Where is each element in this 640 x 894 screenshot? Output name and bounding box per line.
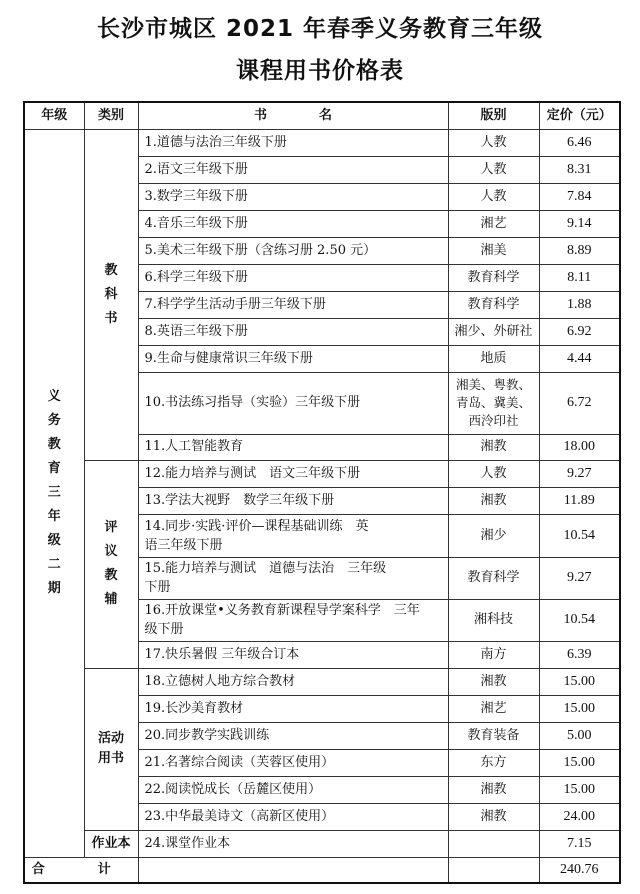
price: 6.46 xyxy=(539,129,620,156)
publisher: 东方 xyxy=(448,749,539,776)
publisher: 人教 xyxy=(448,129,539,156)
publisher: 教育科学 xyxy=(448,291,539,318)
book-name: 2.语文三年级下册 xyxy=(138,156,448,183)
price: 15.00 xyxy=(539,668,620,695)
publisher: 南方 xyxy=(448,641,539,668)
category-label-activity: 活动用书 xyxy=(97,731,124,766)
price: 10.54 xyxy=(539,599,620,641)
table-row xyxy=(24,830,620,857)
book-name: 11.人工智能教育 xyxy=(138,434,448,460)
category-cell-review xyxy=(84,460,138,668)
book-name: 23.中华最美诗文（高新区使用） xyxy=(138,803,448,830)
price: 15.00 xyxy=(539,749,620,776)
book-name: 9.生命与健康常识三年级下册 xyxy=(138,345,448,372)
book-name: 6.科学三年级下册 xyxy=(138,264,448,291)
book-name: 13.学法大视野 数学三年级下册 xyxy=(138,487,448,514)
book-name: 20.同步教学实践训练 xyxy=(138,722,448,749)
publisher: 教育科学 xyxy=(448,557,539,599)
category-label-review: 评议教辅 xyxy=(104,520,118,607)
book-name: 22.阅读悦成长（岳麓区使用） xyxy=(138,776,448,803)
price: 24.00 xyxy=(539,803,620,830)
price: 11.89 xyxy=(539,487,620,514)
price: 8.89 xyxy=(539,237,620,264)
price: 4.44 xyxy=(539,345,620,372)
publisher: 人教 xyxy=(448,183,539,210)
publisher: 湘艺 xyxy=(448,210,539,237)
table-row xyxy=(24,460,620,487)
table-row xyxy=(24,129,620,156)
price-table xyxy=(23,101,621,884)
price: 8.31 xyxy=(539,156,620,183)
total-label: 合 计 xyxy=(24,857,138,883)
grade-cell xyxy=(24,129,84,857)
table-row xyxy=(24,668,620,695)
publisher: 湘教 xyxy=(448,776,539,803)
book-name: 14.同步·实践·评价—课程基础训练 英语三年级下册 xyxy=(138,514,448,557)
book-name: 3.数学三年级下册 xyxy=(138,183,448,210)
price: 8.11 xyxy=(539,264,620,291)
price: 6.92 xyxy=(539,318,620,345)
category-cell-activity xyxy=(84,668,138,830)
publisher: 湘教 xyxy=(448,487,539,514)
total-value: 240.76 xyxy=(539,857,620,883)
total-row xyxy=(24,857,620,883)
book-name: 1.道德与法治三年级下册 xyxy=(138,129,448,156)
price: 6.72 xyxy=(539,372,620,434)
publisher: 湘少 xyxy=(448,514,539,557)
publisher: 湘美、粤教、青岛、冀美、西泠印社 xyxy=(448,372,539,434)
header-grade: 年级 xyxy=(24,102,84,129)
book-name: 15.能力培养与测试 道德与法治 三年级下册 xyxy=(138,557,448,599)
book-name: 17.快乐暑假 三年级合订本 xyxy=(138,641,448,668)
publisher: 湘少、外研社 xyxy=(448,318,539,345)
book-name: 19.长沙美育教材 xyxy=(138,695,448,722)
publisher: 湘教 xyxy=(448,668,539,695)
publisher: 教育科学 xyxy=(448,264,539,291)
publisher: 湘美 xyxy=(448,237,539,264)
publisher: 人教 xyxy=(448,156,539,183)
price: 18.00 xyxy=(539,434,620,460)
price: 6.39 xyxy=(539,641,620,668)
book-name: 10.书法练习指导（实验）三年级下册 xyxy=(138,372,448,434)
book-name: 7.科学学生活动手册三年级下册 xyxy=(138,291,448,318)
publisher: 教育装备 xyxy=(448,722,539,749)
category-cell-homework xyxy=(84,830,138,857)
book-name: 16.开放课堂•义务教育新课程导学案科学 三年级下册 xyxy=(138,599,448,641)
price: 15.00 xyxy=(539,695,620,722)
page-title: 长沙市城区 2021 年春季义务教育三年级 xyxy=(96,16,544,42)
publisher: 湘教 xyxy=(448,434,539,460)
header-category: 类别 xyxy=(84,102,138,129)
publisher: 湘科技 xyxy=(448,599,539,641)
category-label-homework: 作业本 xyxy=(91,835,131,851)
book-name: 12.能力培养与测试 语文三年级下册 xyxy=(138,460,448,487)
price: 10.54 xyxy=(539,514,620,557)
book-name: 18.立德树人地方综合教材 xyxy=(138,668,448,695)
book-name: 24.课堂作业本 xyxy=(138,830,448,857)
price: 9.27 xyxy=(539,557,620,599)
price: 15.00 xyxy=(539,776,620,803)
price: 7.84 xyxy=(539,183,620,210)
book-name: 4.音乐三年级下册 xyxy=(138,210,448,237)
price: 5.00 xyxy=(539,722,620,749)
price: 7.15 xyxy=(539,830,620,857)
header-row xyxy=(24,102,620,129)
page-subtitle: 课程用书价格表 xyxy=(236,58,404,84)
total-spacer xyxy=(138,857,448,883)
price: 1.88 xyxy=(539,291,620,318)
category-label-textbook: 教科书 xyxy=(104,262,118,326)
publisher: 湘教 xyxy=(448,803,539,830)
header-book: 书 名 xyxy=(138,102,448,129)
header-price: 定价（元） xyxy=(539,102,620,129)
total-spacer xyxy=(448,857,539,883)
publisher: 人教 xyxy=(448,460,539,487)
publisher: 湘艺 xyxy=(448,695,539,722)
publisher: 地质 xyxy=(448,345,539,372)
header-publisher: 版别 xyxy=(448,102,539,129)
grade-label: 义务教育三年级二期 xyxy=(47,389,61,596)
book-name: 5.美术三年级下册（含练习册 2.50 元） xyxy=(138,237,448,264)
price: 9.14 xyxy=(539,210,620,237)
category-cell-textbook xyxy=(84,129,138,460)
book-name: 8.英语三年级下册 xyxy=(138,318,448,345)
publisher xyxy=(448,830,539,857)
price: 9.27 xyxy=(539,460,620,487)
book-name: 21.名著综合阅读（芙蓉区使用） xyxy=(138,749,448,776)
